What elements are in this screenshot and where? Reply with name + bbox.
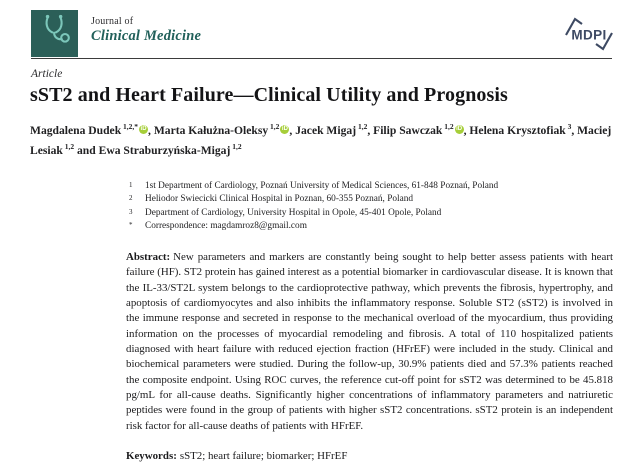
author-list	[30, 119, 616, 160]
affiliation-marker: *	[129, 221, 133, 230]
author-superscript: 1,2,*	[121, 122, 139, 131]
article-type-label: Article	[31, 68, 63, 80]
author-superscript: 1,2	[62, 142, 75, 152]
author: Ewa Straburzyńska-Migaj $^{1,2}$	[98, 142, 242, 158]
author-superscript: 3	[565, 122, 572, 131]
author: Magdalena Dudek $^{1,2,*}$ iD ,	[30, 122, 154, 137]
orcid-icon[interactable]: iD	[281, 125, 288, 132]
affiliation-text: Correspondence: magdamroz8@gmail.com	[145, 221, 307, 232]
journal-name: Clinical Medicine	[91, 27, 202, 44]
orcid-icon[interactable]: iD	[456, 125, 463, 132]
keywords-label: Keywords:	[126, 450, 177, 462]
abstract-label: Abstract:	[126, 251, 171, 263]
affiliation-marker: 2	[129, 194, 133, 203]
affiliation-item	[129, 220, 619, 233]
journal-logo	[31, 10, 78, 57]
stethoscope-icon	[35, 11, 75, 56]
author: Marta Kałużna-Oleksy $^{1,2}$ iD ,	[153, 122, 296, 137]
author: Maciej Lesiak $^{1,2}$ and	[30, 123, 612, 158]
author-superscript: 1,2	[230, 142, 242, 152]
mdpi-wordmark: MDPI	[571, 27, 607, 43]
orcid-icon[interactable]: iD	[140, 125, 147, 132]
affiliation-text: 1st Department of Cardiology, Poznań University of Medical Sciences, 61-848 Poznań, Poland	[145, 181, 499, 191]
author-superscript: 1,2	[356, 122, 368, 131]
abstract	[126, 250, 613, 434]
abstract-text: New parameters and markers are constantly being sought to help better assess patients with heart failure (HF). ST2 protein has gained interest as a potential biomarker in cardiovascular disease. It is known that the IL-33/ST2L system belongs to the cardioprotective pathway, which prevents the fibrosis, hypertrophy, and apoptosis of cardiomyocytes and also inhibits the inflammatory response. Soluble ST2 (sST2) is involved in the immune response and secreted in response to the mechanical overload of the myocardium, thus providing information on the processes of myocardial remodeling and fibrosis. A total of 110 hospitalized patients diagnosed with heart failure with reduced ejection fraction (HFrEF) were included in the study. Clinical and biochemical parameters were studied. During the follow-up, 30.9% patients died and 57.3% patients reached the composite endpoint. Using ROC curves, the reference cut-off point for sST2 was determined to be 45.818 pg/mL for all-cause deaths. Significantly higher concentrations of inflammatory parameters and natriuretic peptides were found in the group of patients with higher sST2 concentrations. sST2 protein is an independent risk factor for all-cause deaths of patients with HFrEF.	[126, 251, 613, 432]
author: Filip Sawczak $^{1,2}$ iD ,	[373, 122, 470, 137]
affiliation-text: Department of Cardiology, University Hospital in Opole, 45-401 Opole, Poland	[145, 207, 442, 218]
mdpi-logo	[564, 15, 614, 58]
journal-title-block	[91, 16, 201, 44]
journal-prefix: Journal of	[91, 16, 134, 27]
header-divider	[31, 58, 612, 59]
affiliation-list	[129, 180, 619, 234]
author: Jacek Migaj $^{1,2}$,	[295, 122, 374, 137]
author: Helena Krysztofiak $^3$,	[469, 122, 578, 137]
affiliation-item	[129, 193, 619, 206]
keywords-text: sST2; heart failure; biomarker; HFrEF	[179, 450, 348, 462]
paper-title: sST2 and Heart Failure—Clinical Utility and Prognosis	[30, 84, 508, 106]
affiliation-marker: 1	[129, 181, 133, 189]
affiliation-item	[129, 207, 619, 220]
correspondence-email[interactable]: magdamroz8@gmail.com	[208, 221, 307, 232]
affiliation-marker: 3	[129, 207, 133, 216]
author-superscript: 1,2	[442, 122, 454, 131]
author-superscript: 1,2	[268, 122, 280, 131]
affiliation-text: Heliodor Swiecicki Clinical Hospital in Poznan, 60-355 Poznań, Poland	[145, 194, 414, 205]
affiliation-item	[129, 180, 619, 193]
keywords	[126, 450, 613, 462]
